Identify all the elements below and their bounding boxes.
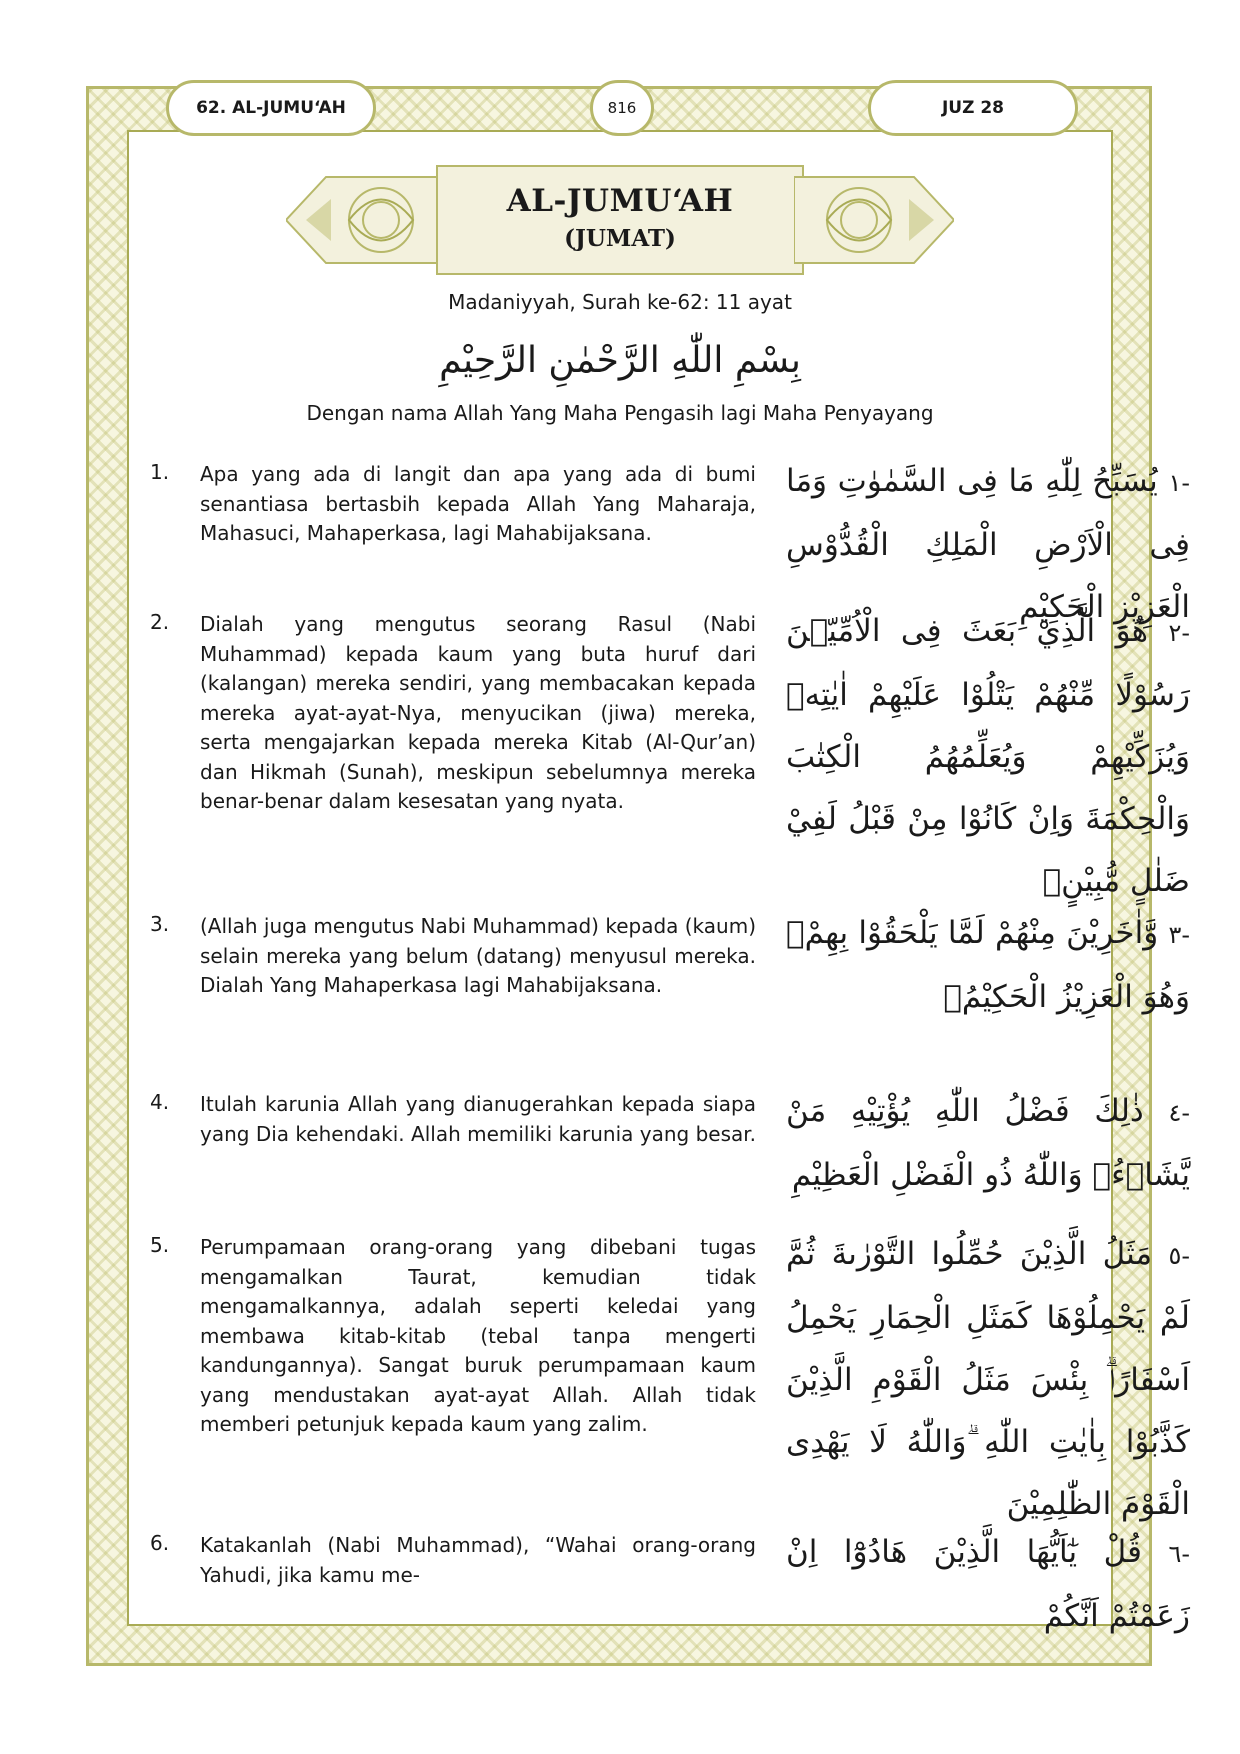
verse-arabic bbox=[786, 1521, 1190, 1647]
verse-number: 3. bbox=[150, 912, 170, 936]
verse-translation: Dialah yang mengutus seorang Rasul (Nabi Muhammad) kepada kaum yang buta huruf dari (kalangan) mereka sendiri, yang membacakan kepada mereka ayat-ayat-Nya, menyucikan (jiwa) mereka, serta mengajarkan kepada mereka Kitab (Al-Qur’an) dan Hikmah (Sunah), meskipun sebelumnya mereka benar-benar dalam kesesatan yang nyata. bbox=[200, 612, 756, 813]
verse-arabic-number: -٣ bbox=[1168, 921, 1190, 949]
surah-header-label: 62. AL-JUMU‘AH bbox=[166, 80, 376, 136]
verse-arabic-text: وَّاٰخَرِيْنَ مِنْهُمْ لَمَّا يَلْحَقُوْا بِهِمْۗ وَهُوَ الْعَزِيْزُ الْحَكِيْمُۙ bbox=[786, 915, 1190, 1015]
verse-arabic-number: -١ bbox=[1168, 469, 1190, 497]
basmalah-translation: Dengan nama Allah Yang Maha Pengasih lagi Maha Penyayang bbox=[306, 401, 934, 425]
verse-number: 2. bbox=[150, 610, 170, 634]
verse-arabic-text: قُلْ يٰٓاَيُّهَا الَّذِيْنَ هَادُوْٓا اِنْ زَعَمْتُمْ اَنَّكُمْ bbox=[786, 1534, 1190, 1634]
verse-number: 5. bbox=[150, 1233, 170, 1257]
verse-arabic-number: -٦ bbox=[1168, 1540, 1191, 1568]
verse-arabic bbox=[786, 600, 1190, 912]
right-ornament-icon bbox=[794, 169, 954, 271]
left-ornament-icon bbox=[286, 169, 446, 271]
verse-arabic-text: هُوَ الَّذِيْ بَعَثَ فِى الْاُمِّيّٖنَ رَسُوْلًا مِّنْهُمْ يَتْلُوْا عَلَيْهِمْ اٰيٰتِهٖ وَيُزَكِّيْهِمْ وَيُعَلِّمُهُمُ الْكِتٰبَ وَالْحِكْمَةَ وَاِنْ كَانُوْا مِنْ قَبْلُ لَفِيْ ضَلٰلٍ مُّبِيْنٍۙ bbox=[786, 613, 1190, 899]
juz-header-label: JUZ 28 bbox=[868, 80, 1078, 136]
verse-number: 6. bbox=[150, 1531, 170, 1555]
surah-subtitle: (JUMAT) bbox=[564, 225, 676, 252]
verse-number: 4. bbox=[150, 1090, 170, 1114]
verse-number: 1. bbox=[150, 460, 170, 484]
page-number: 816 bbox=[590, 80, 654, 136]
verse-arabic-number: -٢ bbox=[1168, 619, 1190, 647]
verse-translation: Katakanlah (Nabi Muhammad), “Wahai orang-orang Yahudi, jika kamu me- bbox=[200, 1533, 756, 1587]
verse-arabic-text: ذٰلِكَ فَضْلُ اللّٰهِ يُؤْتِيْهِ مَنْ يَّشَاۤءُۗ وَاللّٰهُ ذُو الْفَضْلِ الْعَظِيْمِ bbox=[786, 1093, 1190, 1193]
verse-arabic bbox=[786, 1080, 1190, 1206]
verse-translation: Perumpamaan orang-orang yang dibebani tugas mengamalkan Taurat, kemudian tidak mengamalkannya, adalah seperti keledai yang membawa kitab-kitab (tebal tanpa mengerti kandungannya). Sangat buruk perumpamaan kaum yang mendustakan ayat-ayat Allah. Allah tidak memberi petunjuk kepada kaum yang zalim. bbox=[200, 1235, 756, 1436]
surah-title: AL-JUMU‘AH bbox=[506, 183, 734, 219]
verse-arabic-text: مَثَلُ الَّذِيْنَ حُمِّلُوا التَّوْرٰىةَ ثُمَّ لَمْ يَحْمِلُوْهَا كَمَثَلِ الْحِمَارِ يَحْمِلُ اَسْفَارًاۗ بِئْسَ مَثَلُ الْقَوْمِ الَّذِيْنَ كَذَّبُوْا بِاٰيٰتِ اللّٰهِ ۗوَاللّٰهُ لَا يَهْدِى الْقَوْمَ الظّٰلِمِيْنَ bbox=[786, 1236, 1190, 1522]
verse-translation: Apa yang ada di langit dan apa yang ada di bumi senantiasa bertasbih kepada Allah Yang Maharaja, Mahasuci, Mahaperkasa, lagi Mahabijaksana. bbox=[200, 462, 756, 545]
verse-arabic bbox=[786, 1223, 1190, 1535]
verse-arabic bbox=[786, 902, 1190, 1028]
verse-arabic-number: -٥ bbox=[1168, 1242, 1190, 1270]
verse-arabic-number: -٤ bbox=[1168, 1099, 1190, 1127]
banner-title-box bbox=[436, 165, 804, 275]
verse-translation: Itulah karunia Allah yang dianugerahkan kepada siapa yang Dia kehendaki. Allah memiliki karunia yang besar. bbox=[200, 1092, 757, 1146]
verse-arabic-text: يُسَبِّحُ لِلّٰهِ مَا فِى السَّمٰوٰتِ وَمَا فِى الْاَرْضِ الْمَلِكِ الْقُدُّوْسِ الْعَزِيْزِ الْحَكِيْمِ bbox=[786, 463, 1190, 625]
surah-title-banner bbox=[286, 165, 954, 275]
surah-meta: Madaniyyah, Surah ke-62: 11 ayat bbox=[448, 290, 792, 314]
basmalah-arabic: بِسْمِ اللّٰهِ الرَّحْمٰنِ الرَّحِيْمِ bbox=[439, 340, 801, 381]
verse-translation: (Allah juga mengutus Nabi Muhammad) kepada (kaum) selain mereka yang belum (datang) menyusul mereka. Dialah Yang Mahaperkasa lagi Mahabijaksana. bbox=[200, 914, 757, 997]
